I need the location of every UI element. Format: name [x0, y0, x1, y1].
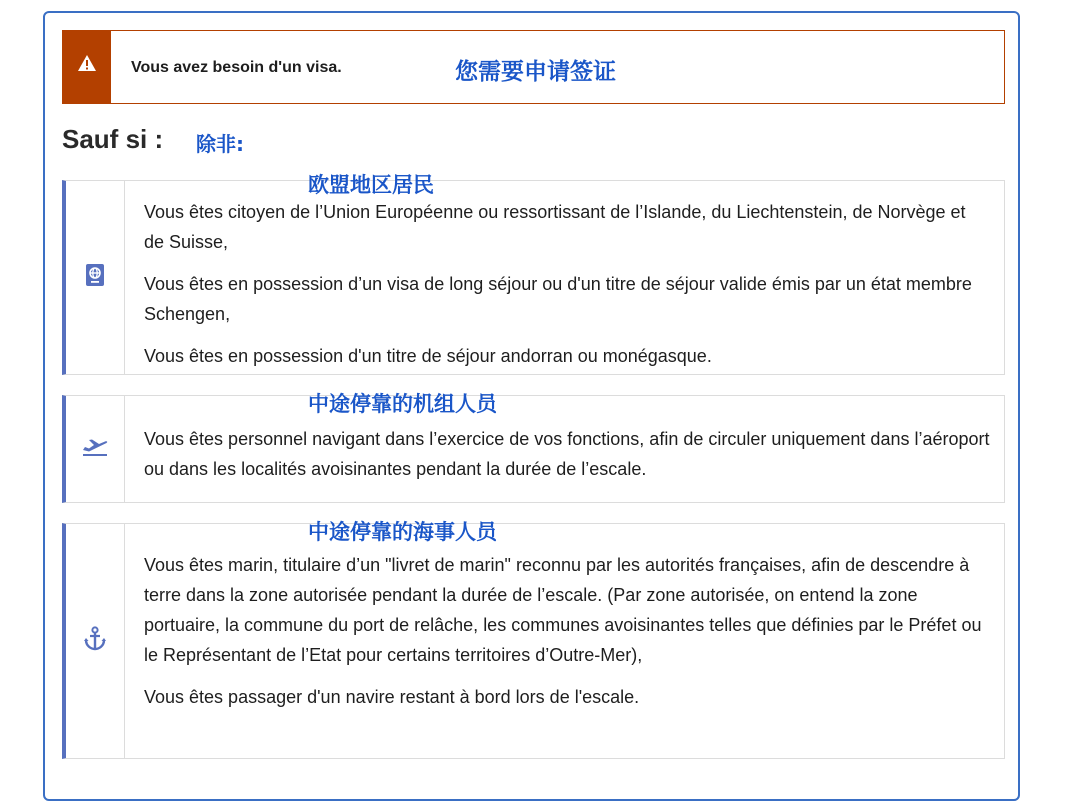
card-annotation: 中途停靠的海事人员	[308, 520, 497, 544]
card-body	[144, 197, 990, 371]
card-icon-column	[66, 524, 125, 758]
exceptions-annotation: 除非:	[196, 132, 244, 156]
anchor-icon	[83, 626, 107, 657]
card-paragraph: Vous êtes passager d'un navire restant à bord lors de l'escale.	[144, 687, 640, 707]
airplane-takeoff-icon	[81, 437, 109, 462]
visa-required-alert	[62, 30, 1005, 104]
alert-annotation: 您需要申请签证	[455, 59, 616, 85]
card-paragraph: Vous êtes marin, titulaire d’un "livret de marin" reconnu par les autorités françaises, afin de descendre à terre dans la zone autorisée pendant la durée de l’escale. (Par zone autorisée, on entend la zone portuaire, la commune du port de relâche, les communes avoisinantes telles que définies par le Préfet ou le Représentant de l’Etat pour certains territoires d’Outre-Mer),	[144, 555, 982, 665]
exception-card-aircrew	[62, 392, 1005, 503]
exception-card-seafarer	[62, 520, 1005, 759]
card-icon-column	[66, 181, 125, 374]
alert-icon-column	[63, 31, 111, 103]
card-paragraph: Vous êtes personnel navigant dans l’exercice de vos fonctions, afin de circuler uniquement dans l’aéroport ou dans les localités avoisinantes pendant la durée de l’escale.	[144, 429, 990, 479]
card-icon-column	[66, 396, 125, 502]
card-body	[144, 424, 990, 484]
warning-icon	[77, 54, 97, 77]
exceptions-title: Sauf si :	[62, 124, 164, 154]
card-annotation: 欧盟地区居民	[308, 173, 434, 197]
passport-icon	[85, 263, 105, 292]
exception-card-eu-resident	[62, 173, 1005, 375]
card-paragraph: Vous êtes citoyen de l’Union Européenne ou ressortissant de l’Islande, du Liechtenstein, de Norvège et de Suisse,	[144, 202, 966, 252]
alert-message: Vous avez besoin d'un visa.	[131, 59, 342, 76]
card-paragraph: Vous êtes en possession d’un visa de long séjour ou d'un titre de séjour valide émis par un état membre Schengen,	[144, 274, 972, 324]
card-body	[144, 550, 990, 712]
card-annotation: 中途停靠的机组人员	[308, 392, 497, 416]
card-paragraph: Vous êtes en possession d'un titre de séjour andorran ou monégasque.	[144, 346, 712, 366]
